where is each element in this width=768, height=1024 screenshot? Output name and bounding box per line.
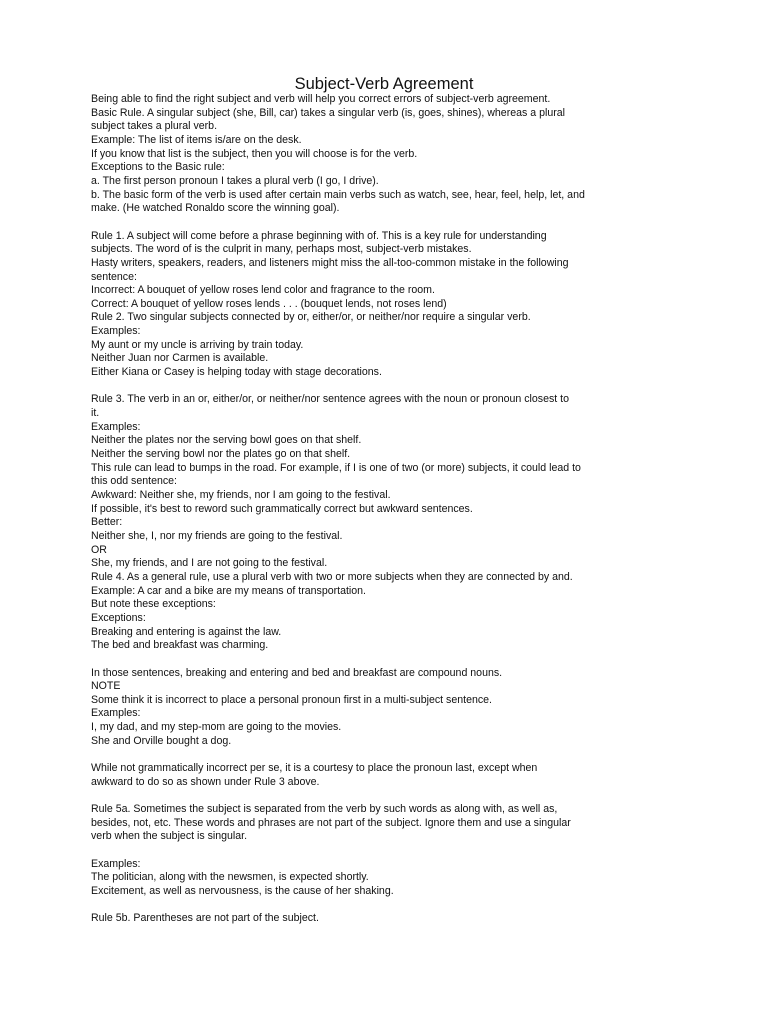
text-line: subject takes a plural verb. <box>91 120 218 133</box>
blank-line <box>91 789 691 803</box>
text-line: OR <box>91 543 107 556</box>
text-line: it. <box>91 407 100 420</box>
text-line: Neither she, I, nor my friends are going to the festival. <box>91 529 343 542</box>
blank-line <box>91 844 691 858</box>
text-line: this odd sentence: <box>91 475 177 488</box>
text-line: Examples: <box>91 707 141 720</box>
blank-line <box>91 216 691 230</box>
blank-line <box>91 748 691 762</box>
text-line: Example: A car and a bike are my means of transportation. <box>91 584 366 597</box>
text-line: Rule 3. The verb in an or, either/or, or neither/nor sentence agrees with the noun or pronoun closest to <box>91 393 569 406</box>
text-line: NOTE <box>91 680 121 693</box>
blank-line <box>91 653 691 667</box>
text-line: make. (He watched Ronaldo score the winning goal). <box>91 202 340 215</box>
text-line: Examples: <box>91 857 141 870</box>
text-line: The politician, along with the newsmen, is expected shortly. <box>91 871 369 884</box>
text-line: besides, not, etc. These words and phrases are not part of the subject. Ignore them and use a singular <box>91 816 571 829</box>
text-line: Rule 5a. Sometimes the subject is separated from the verb by such words as along with, as well as, <box>91 803 558 816</box>
text-line: Neither Juan nor Carmen is available. <box>91 352 269 365</box>
text-line: Either Kiana or Casey is helping today with stage decorations. <box>91 366 382 379</box>
text-line: Being able to find the right subject and verb will help you correct errors of subject-verb agreement. <box>91 93 551 105</box>
blank-line <box>91 899 691 913</box>
text-line: Rule 1. A subject will come before a phrase beginning with of. This is a key rule for understanding <box>91 229 547 242</box>
text-line: subjects. The word of is the culprit in many, perhaps most, subject-verb mistakes. <box>91 243 472 256</box>
text-line: sentence: <box>91 270 137 283</box>
text-line: If you know that list is the subject, then you will choose is for the verb. <box>91 147 418 160</box>
text-line: a. The first person pronoun I takes a plural verb (I go, I drive). <box>91 174 379 187</box>
text-line: Neither the plates nor the serving bowl goes on that shelf. <box>91 434 362 447</box>
text-line: Examples: <box>91 420 141 433</box>
text-line: She and Orville bought a dog. <box>91 734 232 747</box>
text-line: awkward to do so as shown under Rule 3 above. <box>91 775 320 788</box>
text-line: My aunt or my uncle is arriving by train today. <box>91 338 304 351</box>
text-line: Excitement, as well as nervousness, is the cause of her shaking. <box>91 884 394 897</box>
text-line: b. The basic form of the verb is used after certain main verbs such as watch, see, hear, feel, help, let, and <box>91 188 585 201</box>
text-line: Basic Rule. A singular subject (she, Bill, car) takes a singular verb (is, goes, shines), whereas a plural <box>91 106 565 119</box>
text-line: Exceptions: <box>91 611 146 624</box>
text-line: Example: The list of items is/are on the desk. <box>91 133 302 146</box>
text-line: But note these exceptions: <box>91 598 216 611</box>
text-line: Incorrect: A bouquet of yellow roses lend color and fragrance to the room. <box>91 284 435 297</box>
text-line: While not grammatically incorrect per se, it is a courtesy to place the pronoun last, except when <box>91 762 538 775</box>
text-line: Neither the serving bowl nor the plates go on that shelf. <box>91 448 351 461</box>
text-line: She, my friends, and I are not going to the festival. <box>91 557 328 570</box>
text-line: In those sentences, breaking and entering and bed and breakfast are compound nouns. <box>91 666 503 679</box>
text-line: Better: <box>91 516 123 529</box>
text-line: Rule 4. As a general rule, use a plural verb with two or more subjects when they are connected by and. <box>91 570 573 583</box>
document-body <box>91 93 691 926</box>
text-line: Rule 5b. Parentheses are not part of the subject. <box>91 912 319 925</box>
text-line: This rule can lead to bumps in the road. For example, if I is one of two (or more) subjects, it could lead to <box>91 461 581 474</box>
text-line: Breaking and entering is against the law. <box>91 625 282 638</box>
blank-line <box>91 380 691 394</box>
text-line: Correct: A bouquet of yellow roses lends . . . (bouquet lends, not roses lend) <box>91 297 447 310</box>
text-line: Examples: <box>91 325 141 338</box>
text-line: Exceptions to the Basic rule: <box>91 161 225 174</box>
text-line: The bed and breakfast was charming. <box>91 639 269 652</box>
text-line: verb when the subject is singular. <box>91 830 248 843</box>
text-line: I, my dad, and my step-mom are going to the movies. <box>91 721 342 734</box>
text-line: Hasty writers, speakers, readers, and listeners might miss the all-too-common mistake in the following <box>91 256 569 269</box>
text-line: If possible, it's best to reword such grammatically correct but awkward sentences. <box>91 502 473 515</box>
text-line: Awkward: Neither she, my friends, nor I am going to the festival. <box>91 489 391 501</box>
text-line: Rule 2. Two singular subjects connected by or, either/or, or neither/nor require a singular verb. <box>91 311 531 324</box>
document-title: Subject-Verb Agreement <box>294 75 474 93</box>
text-line: Some think it is incorrect to place a personal pronoun first in a multi-subject sentence. <box>91 693 492 706</box>
